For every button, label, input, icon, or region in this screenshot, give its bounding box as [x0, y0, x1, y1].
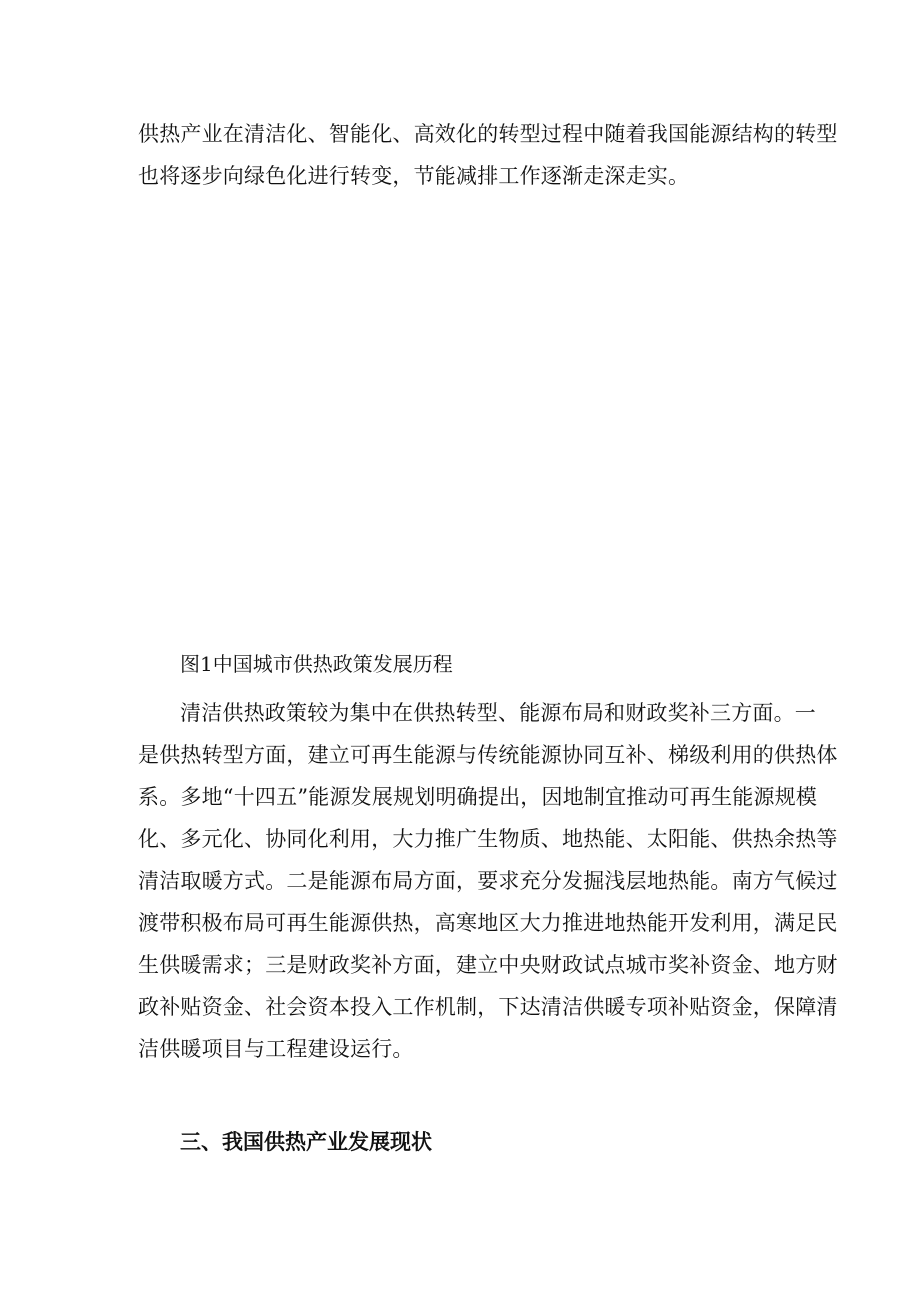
intro-paragraph	[138, 113, 838, 197]
paragraph-line: 化、多元化、协同化利用，大力推广生物质、地热能、太阳能、供热余热等	[138, 827, 838, 851]
paragraph-line: 政补贴资金、社会资本投入工作机制，下达清洁供暖专项补贴资金，保障清	[138, 995, 838, 1019]
paragraph-line: 供热产业在清洁化、智能化、高效化的转型过程中随着我国能源结构的转型	[138, 122, 838, 146]
paragraph-line: 生供暖需求；三是财政奖补方面，建立中央财政试点城市奖补资金、地方财	[138, 953, 838, 977]
section-heading: 三、我国供热产业发展现状	[180, 1130, 432, 1154]
paragraph-line: 是供热转型方面，建立可再生能源与传统能源协同互补、梯级利用的供热体	[138, 743, 838, 767]
paragraph-line: 洁供暖项目与工程建设运行。	[138, 1037, 414, 1061]
paragraph-line: 清洁取暖方式。二是能源布局方面，要求充分发掘浅层地热能。南方气候过	[138, 869, 838, 893]
paragraph-line: 也将逐步向绿色化进行转变，节能减排工作逐渐走深走实。	[138, 164, 690, 188]
paragraph-line: 系。多地“十四五”能源发展规划明确提出，因地制宜推动可再生能源规模	[138, 785, 818, 809]
policy-paragraph	[138, 692, 838, 1070]
figure-caption: 图1中国城市供热政策发展历程	[180, 652, 453, 676]
paragraph-line: 清洁供热政策较为集中在供热转型、能源布局和财政奖补三方面。一	[180, 701, 816, 725]
paragraph-line: 渡带积极布局可再生能源供热，高寒地区大力推进地热能开发利用，满足民	[138, 911, 838, 935]
